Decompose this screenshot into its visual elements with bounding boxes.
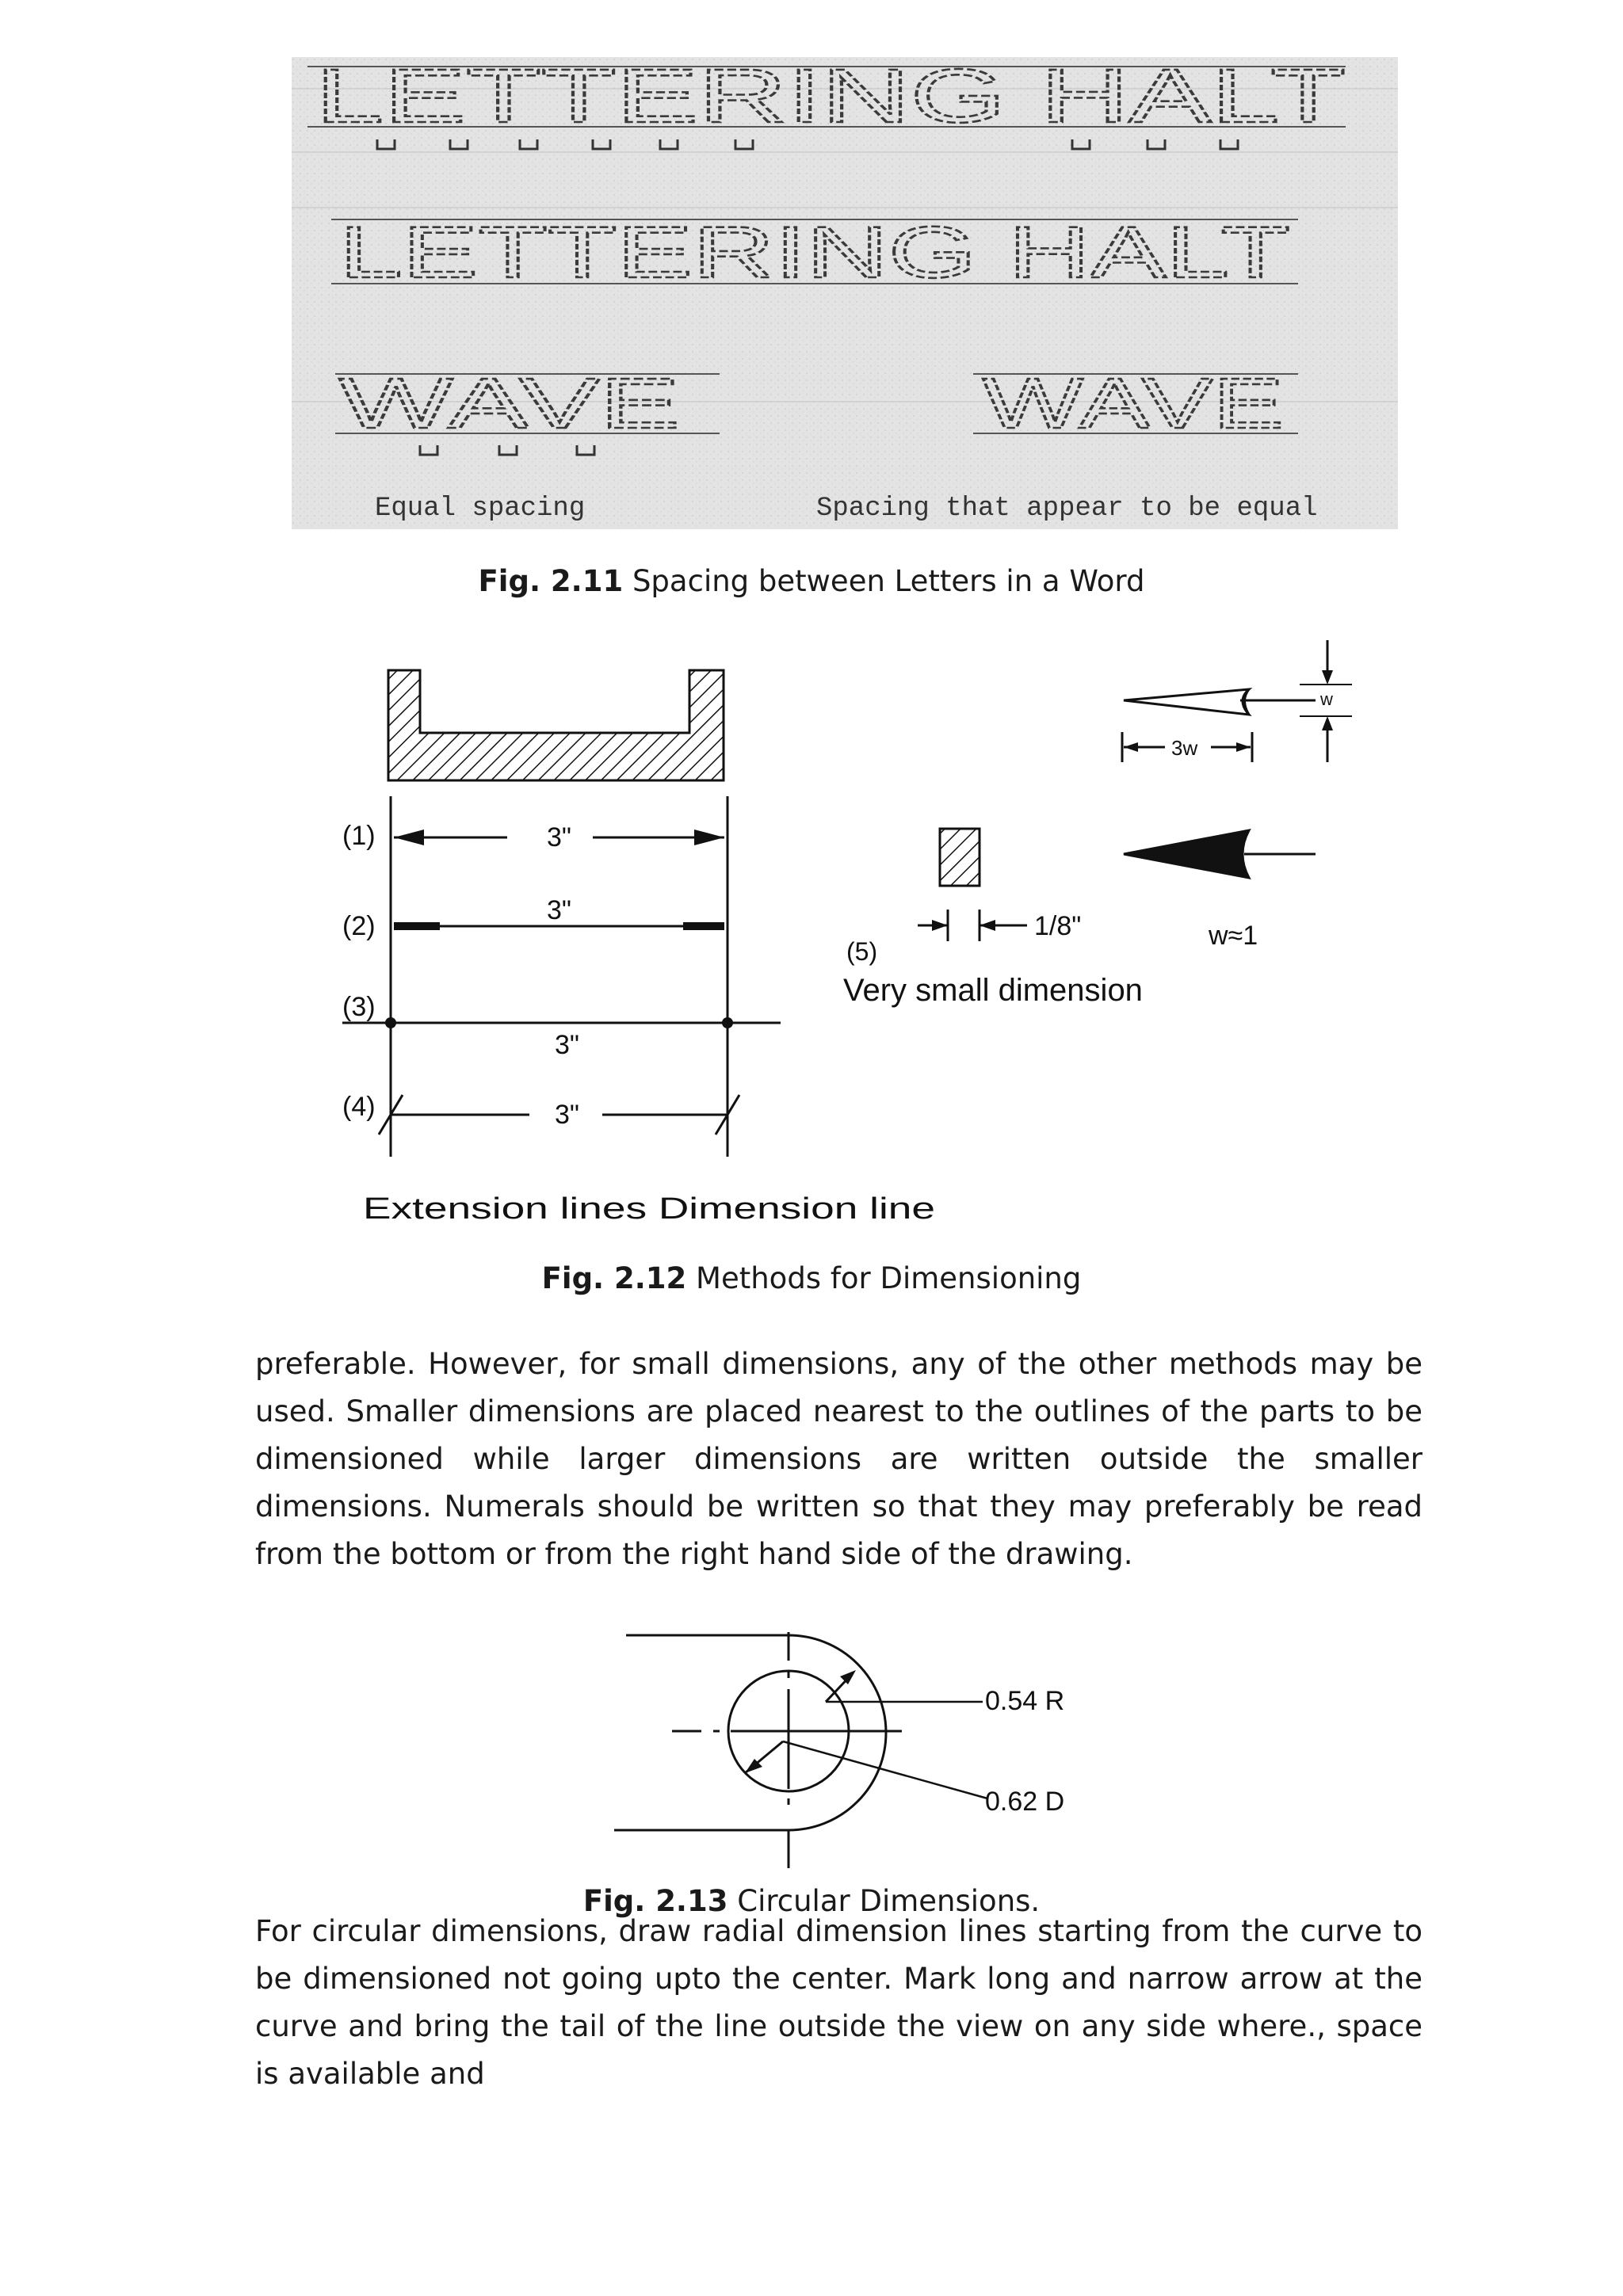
center-lines <box>672 1632 902 1868</box>
lettering-spacing-figure <box>292 57 1398 529</box>
fig-2-12-caption: Fig. 2.12 Methods for Dimensioning <box>541 1261 1082 1295</box>
dim-value-4: 3" <box>555 1100 579 1130</box>
w-label: w <box>1320 689 1333 709</box>
fig-2-13-caption: Fig. 2.13 Circular Dimensions. <box>582 1884 1041 1918</box>
dimension-row-strokes <box>394 895 724 926</box>
lettering-mid-text: LETTERING HALT <box>339 212 1290 293</box>
small-dimension-arrows <box>918 910 1027 941</box>
diameter-label: 0.62 D <box>985 1787 1065 1817</box>
method-label-3: (3) <box>342 992 376 1022</box>
very-small-dimension-label: Very small dimension <box>843 973 1143 1008</box>
w-approx-label: w≈1 <box>1209 921 1258 951</box>
body-paragraph-2: For circular dimensions, draw radial dimension lines starting from the curve to be dimensioned not going upto the center. Mark long and narrow arrow at the curve and bring the tail of the line outside the view on any side where., space is available and <box>255 1914 1423 2091</box>
three-w-label: 3w <box>1171 736 1198 760</box>
dim-value-1: 3" <box>547 822 571 852</box>
dimensioning-methods-figure <box>0 626 1623 1236</box>
appear-equal-label: Spacing that appear to be equal <box>816 494 1318 524</box>
dimension-row-dots <box>342 1017 781 1060</box>
part-outline <box>614 1635 886 1830</box>
diameter-dimension <box>745 1741 1064 1817</box>
hatched-part <box>388 670 724 780</box>
dim-value-3: 3" <box>555 1030 579 1060</box>
body-paragraph-1: preferable. However, for small dimensions, any of the other methods may be used. Smaller dimensions are placed nearest to the outlines of the parts to be dimensioned while larger dimensions are written outside the smaller dimensions. Numerals should be written so that they may preferably be read from the bottom or from the right hand side of the drawing. <box>255 1347 1423 1571</box>
small-dim-value: 1/8" <box>1034 911 1082 941</box>
circular-dimensions-figure <box>0 1616 1623 1886</box>
small-hatched-block <box>940 829 980 886</box>
equal-spacing-label: Equal spacing <box>375 494 586 524</box>
method-label-2: (2) <box>342 911 376 941</box>
method-label-4: (4) <box>342 1092 376 1122</box>
lettering-top-text: LETTERING HALT <box>315 57 1346 139</box>
dimension-row-slashes <box>379 1095 739 1135</box>
extension-dimension-label: Extension lines Dimension line <box>363 1192 935 1226</box>
radius-label: 0.54 R <box>985 1686 1065 1716</box>
dimension-row-arrows <box>394 822 724 852</box>
method-label-1: (1) <box>342 821 376 851</box>
wave-appear-text: WAVE <box>983 364 1284 444</box>
wave-equal-text: WAVE <box>339 364 680 444</box>
radius-dimension <box>826 1670 1064 1716</box>
method-label-5: (5) <box>846 937 878 966</box>
fig-2-11-caption: Fig. 2.11 Spacing between Letters in a Word <box>478 564 1145 598</box>
dim-value-2: 3" <box>547 895 571 925</box>
arrowhead-proportion <box>1122 640 1352 951</box>
